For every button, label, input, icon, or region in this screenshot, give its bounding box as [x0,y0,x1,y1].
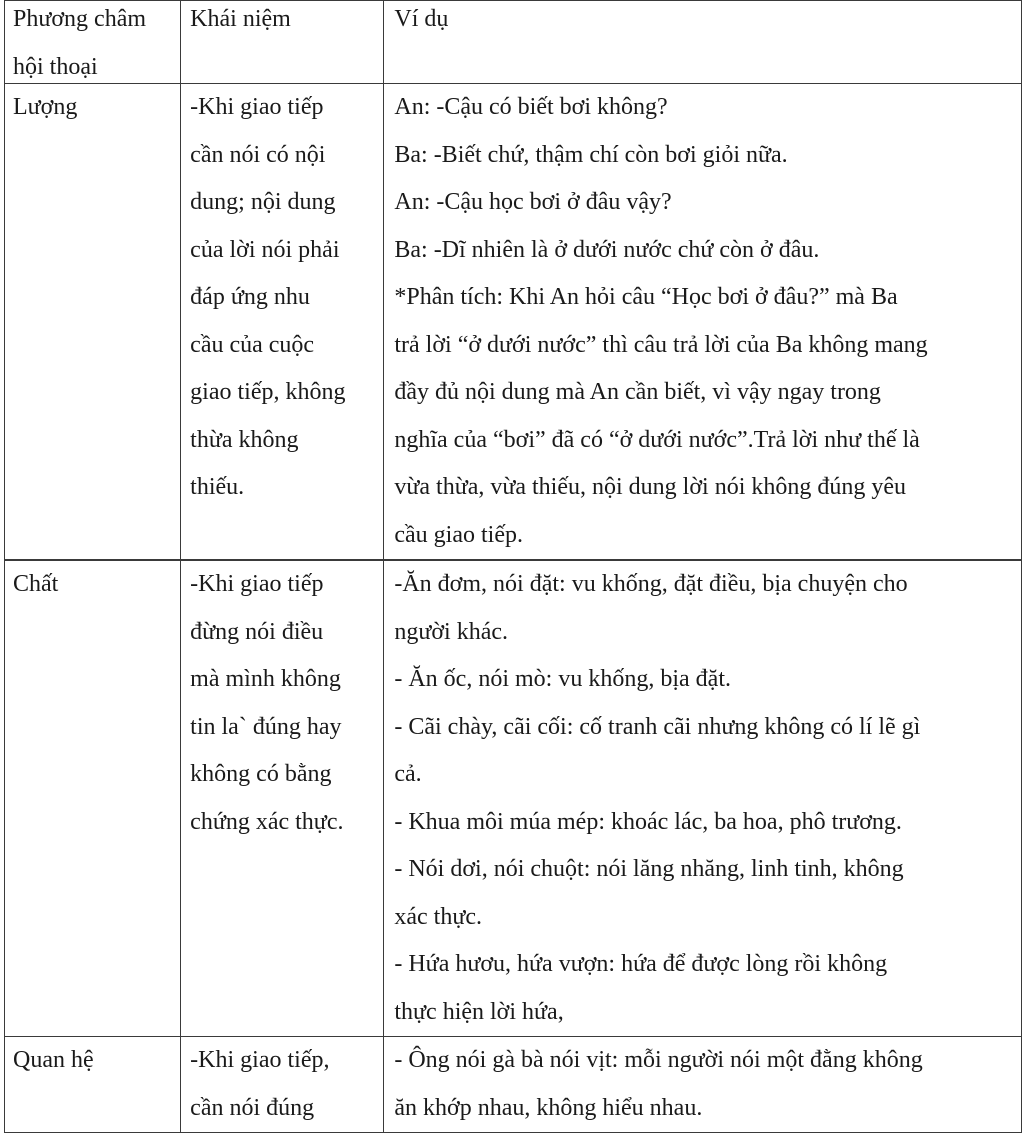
header-principle-line-2: hội thoại [13,54,98,80]
concept-cell [181,84,384,561]
concept-cell [181,1037,384,1133]
example-cell [384,1037,1022,1133]
example-line: -Ăn đơm, nói đặt: vu khống, đặt điều, bịa chuyện cho [394,571,908,597]
example-line: - Khua môi múa mép: khoác lác, ba hoa, phô trương. [394,808,902,835]
example-line: nghĩa của “bơi” đã có “ở dưới nước”.Trả lời như thế là [394,426,920,453]
concept-line: tin la` đúng hay [190,713,342,740]
example-line: xác thực. [394,903,482,930]
concept-line: dung; nội dung [190,189,336,215]
concept-cell [181,560,384,1037]
concept-line: giao tiếp, không [190,379,346,405]
header-principle-line-1: Phương châm [13,6,147,32]
example-line: - Hứa hươu, hứa vượn: hứa để được lòng rồi không [394,951,888,977]
concept-line: chứng xác thực. [190,808,344,835]
header-example-cell [384,1,1022,84]
conversation-principles-table [4,0,1022,1133]
example-cell [384,560,1022,1037]
example-line: - Nói dơi, nói chuột: nói lăng nhăng, linh tinh, không [394,856,904,882]
example-line: vừa thừa, vừa thiếu, nội dung lời nói không đúng yêu [394,474,907,500]
principle-name: Lượng [13,94,78,120]
concept-line: đáp ứng nhu [190,284,310,310]
example-line: ăn khớp nhau, không hiểu nhau. [394,1094,703,1121]
example-line: người khác. [394,618,509,645]
principle-cell [5,84,181,561]
principle-name: Quan hệ [13,1047,94,1073]
header-example: Ví dụ [394,6,449,32]
example-line: cầu giao tiếp. [394,521,523,548]
example-line: đầy đủ nội dung mà An cần biết, vì vậy ngay trong [394,379,881,405]
concept-line: -Khi giao tiếp, [190,1047,330,1073]
concept-line: cần nói có nội [190,141,326,168]
principle-name: Chất [13,571,59,597]
header-concept-cell [181,1,384,84]
table-row-luong [5,84,1022,561]
example-line: Ba: -Biết chứ, thậm chí còn bơi giỏi nữa. [394,141,788,168]
example-line: *Phân tích: Khi An hỏi câu “Học bơi ở đâu?” mà Ba [394,284,898,310]
example-line: trả lời “ở dưới nước” thì câu trả lời của Ba không mang [394,331,928,358]
example-line: An: -Cậu có biết bơi không? [394,94,668,120]
header-concept: Khái niệm [190,6,291,32]
example-line: - Ông nói gà bà nói vịt: mỗi người nói một đằng không [394,1047,923,1073]
example-line: thực hiện lời hứa, [394,998,564,1025]
concept-line: -Khi giao tiếp [190,571,324,597]
concept-line: không có bằng [190,761,332,787]
header-principle-cell [5,1,181,84]
header-row [5,1,1022,84]
concept-line: mà mình không [190,666,341,692]
table-row-quan-he [5,1037,1022,1133]
concept-line: -Khi giao tiếp [190,94,324,120]
example-line: - Ăn ốc, nói mò: vu khống, bịa đặt. [394,666,731,692]
concept-line: của lời nói phải [190,236,340,263]
table-row-chat [5,560,1022,1037]
example-cell [384,84,1022,561]
example-line: Ba: -Dĩ nhiên là ở dưới nước chứ còn ở đâu. [394,236,820,263]
principle-cell [5,1037,181,1133]
concept-line: thiếu. [190,474,245,500]
concept-line: cầu của cuộc [190,331,315,358]
principle-cell [5,560,181,1037]
example-line: - Cãi chày, cãi cối: cố tranh cãi nhưng không có lí lẽ gì [394,713,921,740]
concept-line: thừa không [190,426,299,453]
concept-line: cần nói đúng [190,1094,315,1121]
example-line: An: -Cậu học bơi ở đâu vậy? [394,189,672,215]
example-line: cả. [394,761,422,787]
concept-line: đừng nói điều [190,618,324,645]
